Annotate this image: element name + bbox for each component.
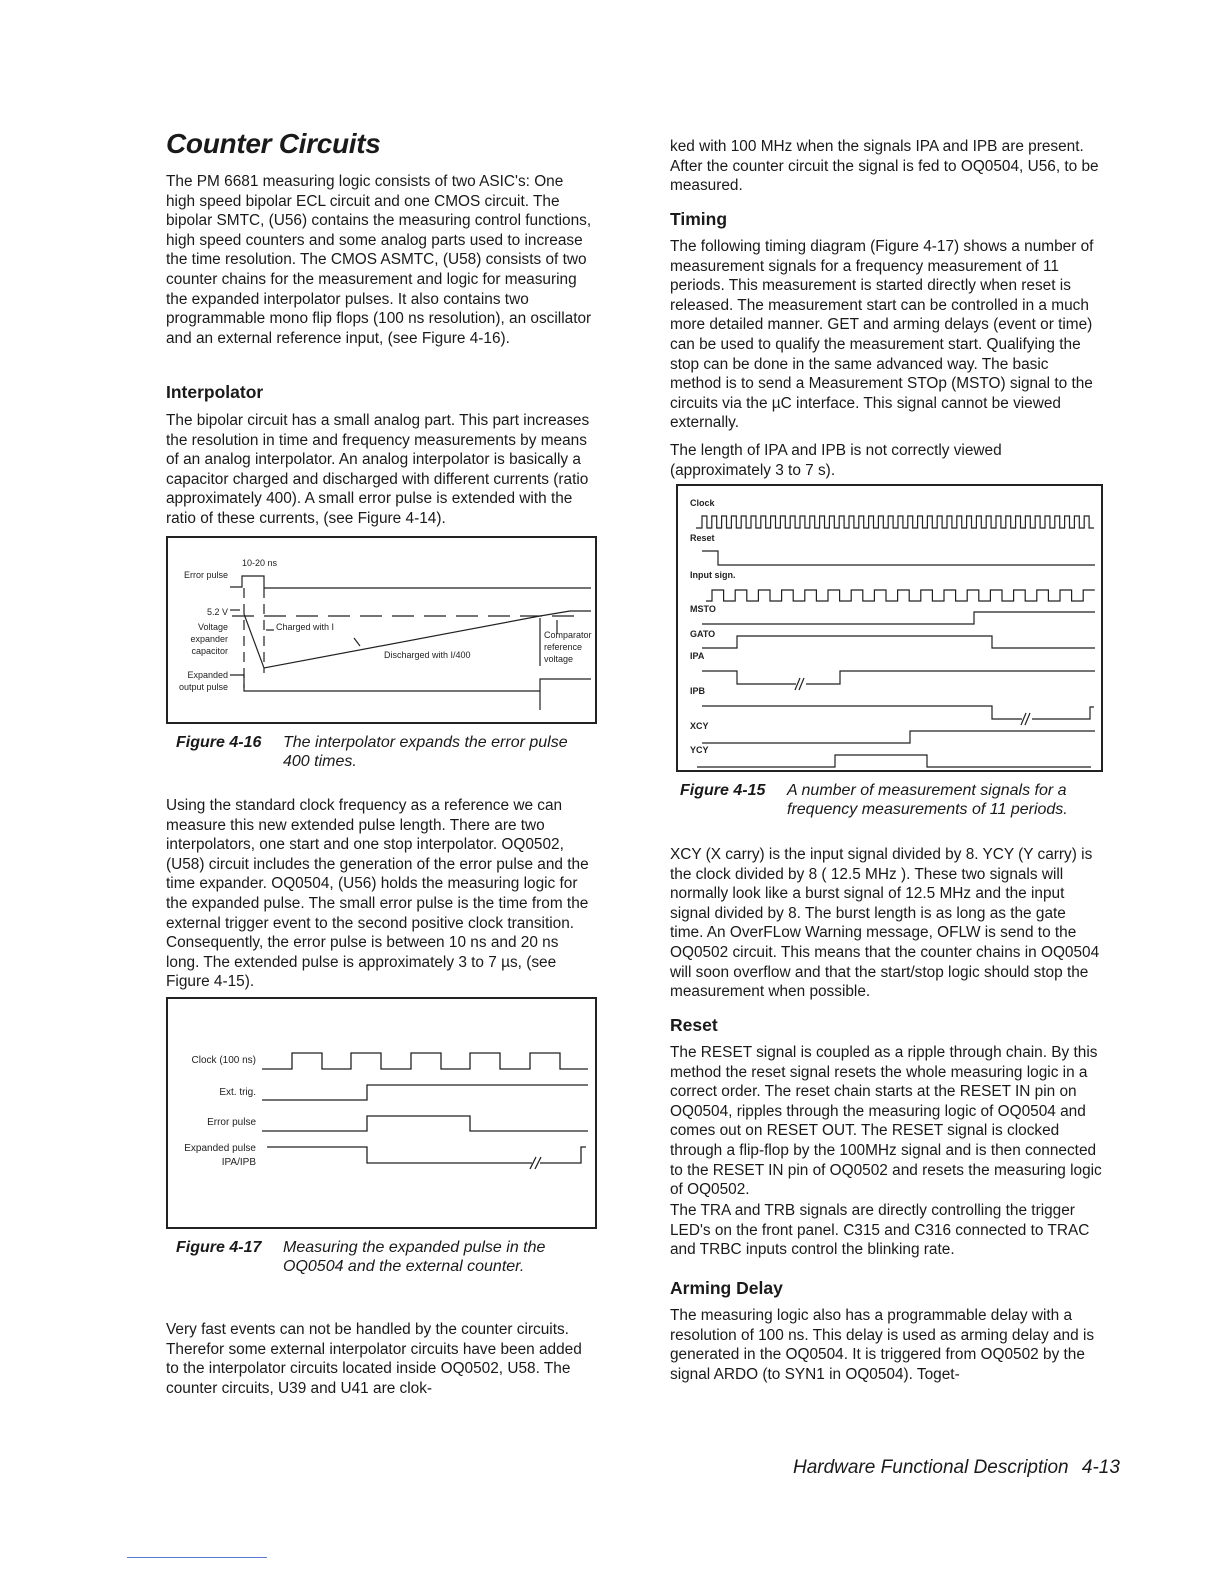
label-clock: Clock <box>690 498 715 508</box>
clock-trace <box>262 1053 588 1069</box>
paragraph: ked with 100 MHz when the signals IPA and IPB are present. After the counter circuit the signal is fed to OQ0504, U56, to be measured. <box>670 138 1099 195</box>
section-heading-arming-delay: Arming Delay <box>670 1278 783 1298</box>
ipb-trace <box>702 706 1094 725</box>
msto-trace <box>702 612 1095 624</box>
figure-number: Figure 4-17 <box>176 1239 262 1256</box>
expanded-output-trace <box>230 675 591 710</box>
xcy-trace <box>702 731 1095 743</box>
label-reference: reference <box>544 642 583 652</box>
paragraph: Very fast events can not be handled by the counter circuits. Therefor some external interpolator circuits have been added to the interpolator circuits located inside OQ0502, U58. The counter circuits, U39 and U41 are clok- <box>166 1321 582 1397</box>
figure-number: Figure 4-16 <box>176 734 262 751</box>
section-heading-timing: Timing <box>670 209 728 229</box>
paragraph: The PM 6681 measuring logic consists of two ASIC's: One high speed bipolar ECL circuit and one CMOS circuit. The bipolar SMTC, (U56) contains the measuring control functions, high speed counters and some analog parts used to increase the time resolution. The CMOS ASMTC, (U58) consists of two counter chains for the measurement and logic for measuring the expanded interpolator pulses. It also contains two programmable mono flip flops (100 ns resolution), an oscillator and an external reference input, (see Figure 4-16). <box>166 173 592 347</box>
label-expanded: Expanded <box>187 670 228 680</box>
section-heading-interpolator: Interpolator <box>166 382 264 402</box>
ext-trig-trace <box>262 1085 588 1100</box>
paragraph: The measuring logic also has a programmable delay with a resolution of 100 ns. This delay is used as arming delay and is generated in the OQ0504. It is triggered from OQ0502 by the signal ARDO (to SYN1 in OQ0504). Toget- <box>670 1307 1095 1383</box>
reset-trace <box>702 551 1095 565</box>
label-xcy: XCY <box>690 721 709 731</box>
label-charged: Charged with I <box>276 622 335 632</box>
figure-4-16-interpolator-diagram <box>166 536 597 724</box>
gato-trace <box>702 636 1095 648</box>
paragraph: Using the standard clock frequency as a reference we can measure this new extended pulse length. There are two interpolators, one start and one stop interpolator. OQ0502, (U58) circuit includes the generation of the error pulse and the time expander. OQ0504, (U56) holds the measuring logic for the expanded pulse. The small error pulse is the time from the external trigger event to the second positive clock transition. Consequently, the error pulse is between 10 ns and 20 ns long. The extended pulse is approximately 3 to 7 µs, (see Figure 4-15). <box>166 797 589 991</box>
paragraph: The TRA and TRB signals are directly controlling the trigger LED's on the front panel. C315 and C316 connected to TRAC and TRBC inputs control the blinking rate. <box>670 1202 1090 1259</box>
footer-section-title: Hardware Functional Description <box>793 1457 1069 1478</box>
label-ycy: YCY <box>690 745 709 755</box>
label-ipa-ipb: IPA/IPB <box>221 1157 256 1168</box>
paragraph: The length of IPA and IPB is not correctly viewed (approximately 3 to 7 s). <box>670 442 1002 479</box>
label-comparator: Comparator <box>544 630 592 640</box>
label-expanded-pulse: Expanded pulse <box>184 1143 256 1154</box>
label-clock: Clock (100 ns) <box>191 1055 256 1066</box>
paragraph: The RESET signal is coupled as a ripple through chain. By this method the reset signal resets the whole measuring logic in a correct order. The reset chain starts at the RESET IN pin on OQ0504, ripples through the measuring logic of OQ0504 and comes out on RESET OUT. The RESET signal is clocked through a flip-flop by the 100MHz signal and is then connected to the RESET IN pin of OQ0502 and resets the measuring logic of OQ0502. <box>670 1044 1102 1199</box>
figure-4-16-caption <box>176 733 596 773</box>
divider-line <box>127 1557 267 1558</box>
ycy-trace <box>697 755 1091 767</box>
label-error-pulse: Error pulse <box>207 1117 256 1128</box>
label-capacitor: capacitor <box>191 646 228 656</box>
paragraph: XCY (X carry) is the input signal divided by 8. YCY (Y carry) is the clock divided by 8 ( 12.5 MHz ). These two signals will normally look like a burst signal of 12.5 MHz and the input signal divided by 8. The burst length is as long as the gate time. An OverFLow Warning message, OFLW is send to the OQ0502 circuit. This means that the counter chains in OQ0504 will soon overflow and that the start/stop logic should stop the measurement when possible. <box>670 846 1100 1001</box>
label-error-pulse: Error pulse <box>183 570 228 580</box>
label-reset: Reset <box>690 533 715 543</box>
error-pulse-trace <box>230 576 591 588</box>
label-ipa: IPA <box>690 651 705 661</box>
page-title: Counter Circuits <box>166 128 381 159</box>
label-msto: MSTO <box>690 604 716 614</box>
label-ipb: IPB <box>690 686 706 696</box>
figure-4-15-caption <box>680 781 1100 821</box>
error-pulse-trace <box>262 1116 588 1131</box>
figure-number: Figure 4-15 <box>680 782 766 799</box>
caption-text: The interpolator expands the error pulse 400 times. <box>283 734 568 770</box>
label-voltage-ref: voltage <box>544 654 574 664</box>
page-footer <box>793 1457 1120 1479</box>
label-discharged: Discharged with I/400 <box>384 650 471 660</box>
figure-4-17-expanded-pulse-diagram <box>166 997 597 1229</box>
label-expander: expander <box>190 634 228 644</box>
section-heading-reset: Reset <box>670 1015 718 1035</box>
expanded-pulse-trace <box>267 1147 586 1169</box>
label-input-signal: Input sign. <box>690 570 736 580</box>
ipa-trace <box>702 671 1095 690</box>
label-ext-trig: Ext. trig. <box>219 1087 256 1098</box>
paragraph: The following timing diagram (Figure 4-17) shows a number of measurement signals for a frequency measurement of 11 periods. This measurement is started directly when reset is released. The measurement start can be controlled in a much more detailed manner. GET and arming delays (event or time) can be used to qualify the measurement start. Qualifying the stop can be done in the same advanced way. The basic method is to send a Measurement STOp (MSTO) signal to the circuits via the µC interface. This signal cannot be viewed externally. <box>670 238 1094 432</box>
label-pulse-width: 10-20 ns <box>242 558 278 568</box>
label-5-2v: 5.2 V <box>206 607 228 617</box>
label-output-pulse: output pulse <box>178 682 228 692</box>
page-number: 4-13 <box>1081 1457 1120 1478</box>
figure-4-17-caption <box>176 1238 596 1278</box>
label-gato: GATO <box>690 629 716 639</box>
clock-trace <box>696 516 1094 528</box>
paragraph: The bipolar circuit has a small analog part. This part increases the resolution in time and frequency measurements by means of an analog interpolator. An analog interpolator is basically a capacitor charged and discharged with different currents (ratio approximately 400). A small error pulse is extended with the ratio of these currents, (see Figure 4-14). <box>166 412 590 527</box>
input-signal-trace <box>706 590 1095 601</box>
label-voltage: Voltage <box>197 622 228 632</box>
figure-4-15-timing-diagram <box>676 484 1103 772</box>
caption-text: Measuring the expanded pulse in the OQ0504 and the external counter. <box>283 1239 546 1275</box>
caption-text: A number of measurement signals for a frequency measurements of 11 periods. <box>787 782 1068 818</box>
